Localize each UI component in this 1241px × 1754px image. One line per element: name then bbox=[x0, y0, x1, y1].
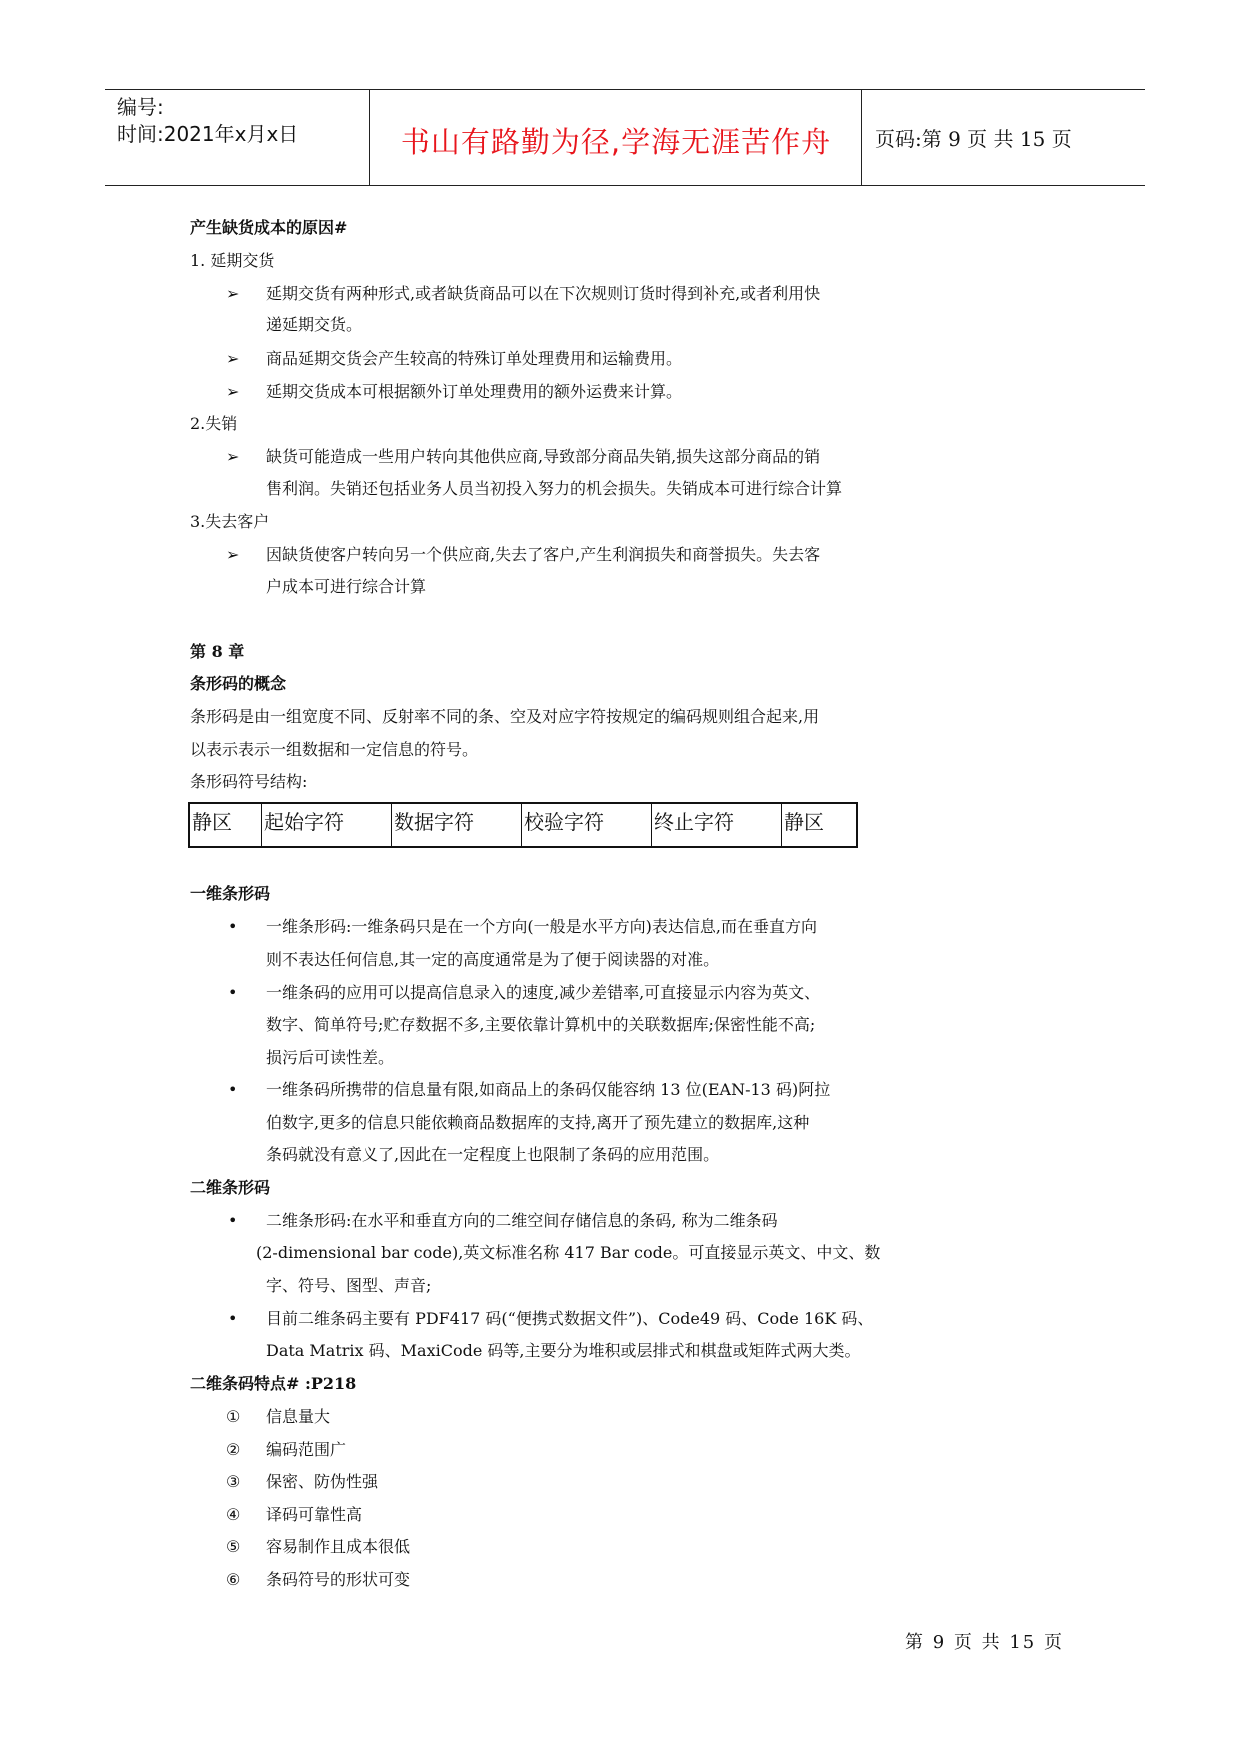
list-item: 容易制作且成本很低 bbox=[266, 1537, 411, 1556]
table-cell: 校验字符 bbox=[522, 804, 652, 846]
circled-number-icon: ⑤ bbox=[226, 1537, 241, 1556]
section-title: 二维条码特点# :P218 bbox=[190, 1374, 357, 1393]
list-item: 信息量大 bbox=[266, 1407, 331, 1426]
list-item: 一维条码所携带的信息量有限,如商品上的条码仅能容纳 13 位(EAN-13 码)阿拉 bbox=[266, 1080, 831, 1099]
section-title: 一维条形码 bbox=[190, 884, 271, 903]
list-item: 编码范围广 bbox=[266, 1440, 347, 1459]
header-meta bbox=[117, 94, 298, 148]
list-item: 损污后可读性差。 bbox=[266, 1048, 395, 1067]
paragraph-line: 以表示表示一组数据和一定信息的符号。 bbox=[190, 740, 479, 759]
list-item: 1. 延期交货 bbox=[190, 251, 275, 270]
list-item: 条码符号的形状可变 bbox=[266, 1570, 411, 1589]
list-item: 延期交货有两种形式,或者缺货商品可以在下次规则订货时得到补充,或者利用快 bbox=[266, 284, 821, 303]
arrow-bullet-icon: ➢ bbox=[226, 447, 240, 466]
table-cell: 终止字符 bbox=[652, 804, 782, 846]
header-page-label: 页码:第 9 页 共 15 页 bbox=[875, 127, 1072, 151]
list-item: 缺货可能造成一些用户转向其他供应商,导致部分商品失销,损失这部分商品的销 bbox=[266, 447, 821, 466]
list-item: 一维条形码:一维条码只是在一个方向(一般是水平方向)表达信息,而在垂直方向 bbox=[266, 917, 817, 936]
list-item: 二维条形码:在水平和垂直方向的二维空间存储信息的条码, 称为二维条码 bbox=[266, 1211, 778, 1230]
page-footer: 第 9 页 共 15 页 bbox=[905, 1632, 1064, 1653]
list-item: 一维条码的应用可以提高信息录入的速度,减少差错率,可直接显示内容为英文、 bbox=[266, 983, 821, 1002]
paragraph-line: 条形码符号结构: bbox=[190, 772, 308, 791]
paragraph-line: 条形码是由一组宽度不同、反射率不同的条、空及对应字符按规定的编码规则组合起来,用 bbox=[190, 707, 820, 726]
list-item: 延期交货成本可根据额外订单处理费用的额外运费来计算。 bbox=[266, 382, 683, 401]
list-item: 户成本可进行综合计算 bbox=[266, 577, 427, 596]
list-item: 保密、防伪性强 bbox=[266, 1472, 379, 1491]
list-item: 伯数字,更多的信息只能依赖商品数据库的支持,离开了预先建立的数据库,这种 bbox=[266, 1113, 810, 1132]
page-header bbox=[105, 89, 1145, 186]
list-item: 3.失去客户 bbox=[190, 512, 270, 531]
list-item: 2.失销 bbox=[190, 414, 238, 433]
header-divider bbox=[861, 90, 862, 185]
table-cell: 起始字符 bbox=[262, 804, 392, 846]
header-motto: 书山有路勤为径,学海无涯苦作舟 bbox=[400, 125, 832, 159]
list-item: 译码可靠性高 bbox=[266, 1505, 363, 1524]
table-cell: 静区 bbox=[190, 804, 262, 846]
circled-number-icon: ⑥ bbox=[226, 1570, 241, 1589]
circled-number-icon: ① bbox=[226, 1407, 241, 1426]
list-item: 商品延期交货会产生较高的特殊订单处理费用和运输费用。 bbox=[266, 349, 683, 368]
list-item: 递延期交货。 bbox=[266, 315, 363, 334]
list-item: 条码就没有意义了,因此在一定程度上也限制了条码的应用范围。 bbox=[266, 1145, 720, 1164]
list-item: 字、符号、图型、声音; bbox=[266, 1276, 432, 1295]
table-cell: 静区 bbox=[784, 810, 824, 834]
list-item: (2-dimensional bar code),英文标准名称 417 Bar code。可直接显示英文、中文、数 bbox=[256, 1243, 881, 1262]
dot-bullet-icon: • bbox=[228, 1080, 238, 1099]
header-time-label: 时间:2021年x月x日 bbox=[117, 122, 299, 146]
dot-bullet-icon: • bbox=[228, 917, 238, 936]
dot-bullet-icon: • bbox=[228, 983, 238, 1002]
header-number-label: 编号: bbox=[117, 95, 164, 119]
list-item: 则不表达任何信息,其一定的高度通常是为了便于阅读器的对准。 bbox=[266, 950, 720, 969]
chapter-title: 第 8 章 bbox=[190, 642, 245, 661]
list-item: 数字、简单符号;贮存数据不多,主要依靠计算机中的关联数据库;保密性能不高; bbox=[266, 1015, 816, 1034]
section-title: 条形码的概念 bbox=[190, 674, 287, 693]
section-title: 产生缺货成本的原因# bbox=[190, 218, 348, 237]
circled-number-icon: ④ bbox=[226, 1505, 241, 1524]
section-title: 二维条形码 bbox=[190, 1178, 271, 1197]
dot-bullet-icon: • bbox=[228, 1309, 238, 1328]
list-item: 因缺货使客户转向另一个供应商,失去了客户,产生利润损失和商誉损失。失去客 bbox=[266, 545, 821, 564]
header-divider bbox=[369, 90, 370, 185]
circled-number-icon: ③ bbox=[226, 1472, 241, 1491]
arrow-bullet-icon: ➢ bbox=[226, 545, 240, 564]
list-item: 目前二维条码主要有 PDF417 码(“便携式数据文件”)、Code49 码、Code 16K 码、 bbox=[266, 1309, 874, 1328]
arrow-bullet-icon: ➢ bbox=[226, 349, 240, 368]
arrow-bullet-icon: ➢ bbox=[226, 382, 240, 401]
dot-bullet-icon: • bbox=[228, 1211, 238, 1230]
list-item: Data Matrix 码、MaxiCode 码等,主要分为堆积或层排式和棋盘或矩阵式两大类。 bbox=[266, 1341, 861, 1360]
arrow-bullet-icon: ➢ bbox=[226, 284, 240, 303]
table-cell: 数据字符 bbox=[392, 804, 522, 846]
list-item: 售利润。失销还包括业务人员当初投入努力的机会损失。失销成本可进行综合计算 bbox=[266, 479, 843, 498]
circled-number-icon: ② bbox=[226, 1440, 241, 1459]
barcode-structure-table bbox=[188, 802, 858, 848]
